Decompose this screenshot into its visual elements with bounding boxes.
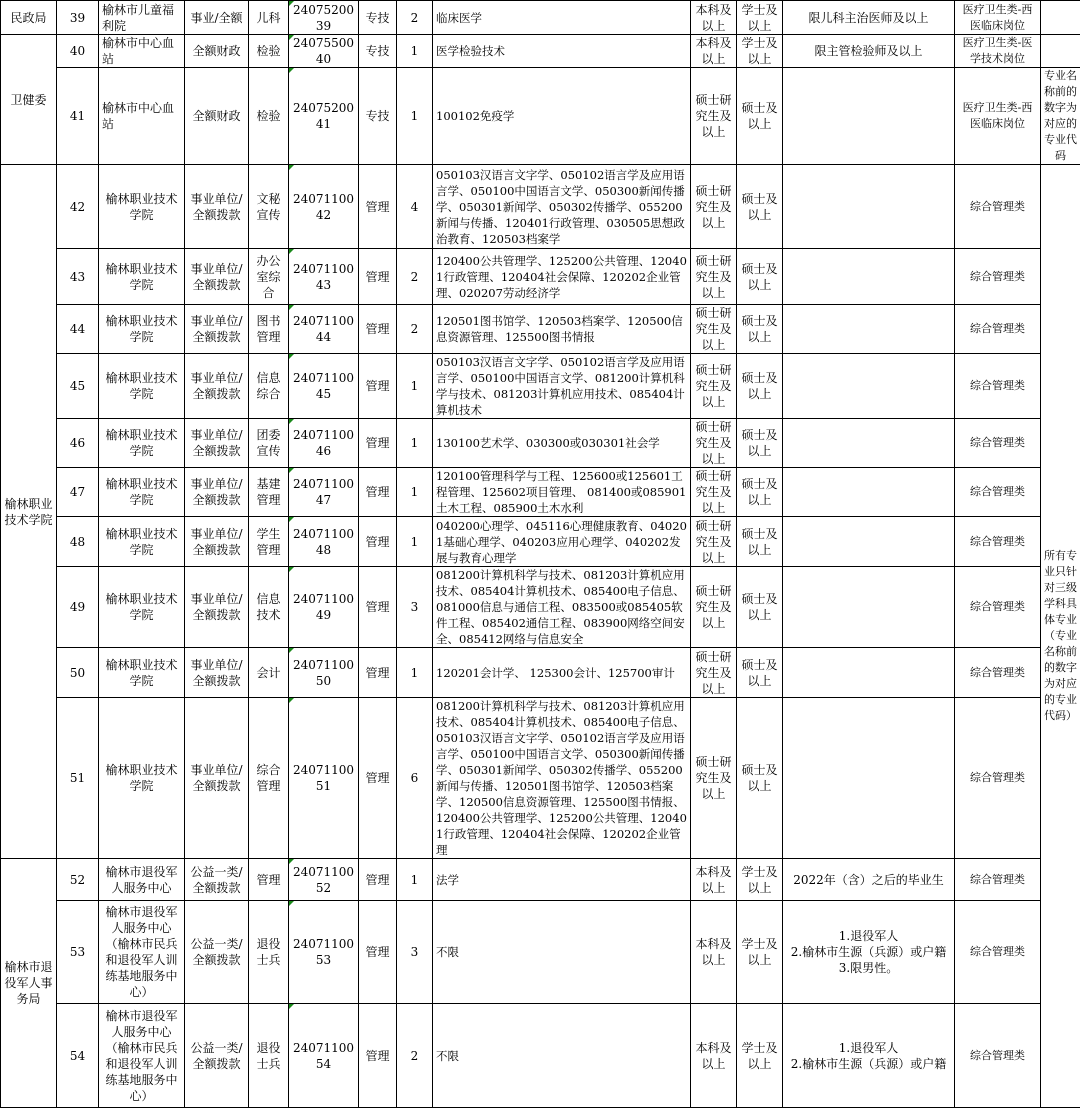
post-name: 检验: [249, 68, 289, 165]
post-name: 文秘宣传: [249, 165, 289, 249]
other-conditions: 限儿科主治医师及以上: [783, 1, 955, 35]
exam-category: 综合管理类: [955, 567, 1041, 648]
remark: 专业名称前的数字为对应的专业代码: [1041, 68, 1080, 165]
hire-count: 4: [397, 165, 433, 249]
unit-name: 榆林职业技术学院: [99, 419, 185, 468]
education: 本科及以上: [691, 35, 737, 68]
other-conditions: [783, 567, 955, 648]
post-code: 2407110044: [289, 305, 359, 354]
unit-nature: 事业单位/全额拨款: [185, 517, 249, 567]
degree: 硕士及以上: [737, 468, 783, 517]
row-number: 44: [57, 305, 99, 354]
hire-count: 1: [397, 68, 433, 165]
post-code: 2407110052: [289, 859, 359, 901]
post-name: 会计: [249, 648, 289, 698]
row-number: 47: [57, 468, 99, 517]
education: 硕士研究生及以上: [691, 305, 737, 354]
exam-category: 综合管理类: [955, 1004, 1041, 1108]
education: 硕士研究生及以上: [691, 698, 737, 859]
unit-nature: 全额财政: [185, 35, 249, 68]
hire-count: 2: [397, 1, 433, 35]
unit-nature: 事业单位/全额拨款: [185, 648, 249, 698]
education: 本科及以上: [691, 1, 737, 35]
unit-nature: 事业单位/全额拨款: [185, 419, 249, 468]
post-type: 管理: [359, 305, 397, 354]
post-code: 2407550040: [289, 35, 359, 68]
post-type: 管理: [359, 468, 397, 517]
major-requirement: 120501图书馆学、120503档案学、120500信息资源管理、125500图书情报: [433, 305, 691, 354]
post-name: 基建管理: [249, 468, 289, 517]
exam-category: 综合管理类: [955, 468, 1041, 517]
degree: 学士及以上: [737, 1, 783, 35]
unit-nature: 事业单位/全额拨款: [185, 249, 249, 305]
row-number: 40: [57, 35, 99, 68]
other-conditions: [783, 419, 955, 468]
row-number: 41: [57, 68, 99, 165]
unit-name: 榆林职业技术学院: [99, 698, 185, 859]
post-type: 专技: [359, 68, 397, 165]
unit-name: 榆林市中心血站: [99, 35, 185, 68]
hire-count: 1: [397, 859, 433, 901]
exam-category: 医疗卫生类-西医临床岗位: [955, 68, 1041, 165]
post-code: 2407110049: [289, 567, 359, 648]
degree: 硕士及以上: [737, 68, 783, 165]
table-row: [1, 1, 1080, 35]
exam-category: 综合管理类: [955, 249, 1041, 305]
degree: 学士及以上: [737, 35, 783, 68]
major-requirement: 医学检验技术: [433, 35, 691, 68]
exam-category: 综合管理类: [955, 354, 1041, 419]
post-type: 专技: [359, 1, 397, 35]
unit-name: 榆林职业技术学院: [99, 648, 185, 698]
row-number: 46: [57, 419, 99, 468]
degree: 硕士及以上: [737, 165, 783, 249]
unit-name: 榆林市退役军人服务中心（榆林市民兵和退役军人训练基地服务中心）: [99, 901, 185, 1004]
row-number: 52: [57, 859, 99, 901]
group-cell-weijian: 卫健委: [1, 35, 57, 165]
unit-nature: 事业单位/全额拨款: [185, 305, 249, 354]
table-row: [1, 859, 1080, 901]
education: 硕士研究生及以上: [691, 517, 737, 567]
unit-name: 榆林职业技术学院: [99, 165, 185, 249]
exam-category: 综合管理类: [955, 901, 1041, 1004]
post-code: 2407520041: [289, 68, 359, 165]
unit-name: 榆林职业技术学院: [99, 517, 185, 567]
post-type: 管理: [359, 165, 397, 249]
post-code: 2407110051: [289, 698, 359, 859]
post-name: 管理: [249, 859, 289, 901]
unit-name: 榆林职业技术学院: [99, 468, 185, 517]
post-name: 团委宣传: [249, 419, 289, 468]
unit-nature: 公益一类/全额拨款: [185, 859, 249, 901]
post-name: 检验: [249, 35, 289, 68]
remark: [1041, 1, 1080, 35]
post-type: 管理: [359, 517, 397, 567]
major-requirement: 130100艺术学、030300或030301社会学: [433, 419, 691, 468]
post-type: 管理: [359, 1004, 397, 1108]
post-code: 2407110043: [289, 249, 359, 305]
table-row: [1, 305, 1080, 354]
hire-count: 6: [397, 698, 433, 859]
hire-count: 1: [397, 517, 433, 567]
post-name: 退役士兵: [249, 901, 289, 1004]
unit-nature: 事业单位/全额拨款: [185, 165, 249, 249]
row-number: 48: [57, 517, 99, 567]
row-number: 53: [57, 901, 99, 1004]
major-requirement: 120201会计学、 125300会计、125700审计: [433, 648, 691, 698]
post-code: 2407110045: [289, 354, 359, 419]
other-conditions: 1.退役军人 2.榆林市生源（兵源）或户籍: [783, 1004, 955, 1108]
major-requirement: 100102免疫学: [433, 68, 691, 165]
hire-count: 1: [397, 468, 433, 517]
post-type: 管理: [359, 901, 397, 1004]
unit-nature: 公益一类/全额拨款: [185, 1004, 249, 1108]
exam-category: 综合管理类: [955, 419, 1041, 468]
exam-category: 综合管理类: [955, 305, 1041, 354]
major-requirement: 120400公共管理学、125200公共管理、120401行政管理、120404社会保障、120202企业管理、020207劳动经济学: [433, 249, 691, 305]
post-code: 2407110053: [289, 901, 359, 1004]
unit-name: 榆林职业技术学院: [99, 567, 185, 648]
unit-nature: 事业单位/全额拨款: [185, 698, 249, 859]
degree: 学士及以上: [737, 901, 783, 1004]
major-requirement: 081200计算机科学与技术、081203计算机应用技术、085404计算机技术、085400电子信息、081000信息与通信工程、083500或085405软件工程、085402通信工程、083900网络空间安全、085412网络与信息安全: [433, 567, 691, 648]
row-number: 54: [57, 1004, 99, 1108]
hire-count: 2: [397, 305, 433, 354]
post-code: 2407110050: [289, 648, 359, 698]
education: 硕士研究生及以上: [691, 68, 737, 165]
post-type: 管理: [359, 567, 397, 648]
education: 硕士研究生及以上: [691, 468, 737, 517]
row-number: 39: [57, 1, 99, 35]
major-requirement: 040200心理学、045116心理健康教育、040201基础心理学、040203应用心理学、040202发展与教育心理学: [433, 517, 691, 567]
post-name: 办公室综合: [249, 249, 289, 305]
degree: 硕士及以上: [737, 517, 783, 567]
table-row: [1, 468, 1080, 517]
major-requirement: 不限: [433, 1004, 691, 1108]
post-type: 管理: [359, 419, 397, 468]
degree: 硕士及以上: [737, 567, 783, 648]
post-type: 管理: [359, 249, 397, 305]
table-row: [1, 354, 1080, 419]
degree: 硕士及以上: [737, 249, 783, 305]
other-conditions: [783, 517, 955, 567]
group-cell-minzheng: 民政局: [1, 1, 57, 35]
unit-nature: 公益一类/全额拨款: [185, 901, 249, 1004]
table-row: [1, 165, 1080, 249]
unit-nature: 事业单位/全额拨款: [185, 468, 249, 517]
remark-college: 所有专业只针对三级学科具体专业（专业名称前的数字为对应的专业代码）: [1041, 165, 1080, 1108]
post-name: 儿科: [249, 1, 289, 35]
education: 本科及以上: [691, 1004, 737, 1108]
post-type: 管理: [359, 354, 397, 419]
table-body: [1, 1, 1080, 1108]
post-code: 2407110054: [289, 1004, 359, 1108]
unit-name: 榆林市中心血站: [99, 68, 185, 165]
table-row: [1, 35, 1080, 68]
post-name: 信息综合: [249, 354, 289, 419]
degree: 硕士及以上: [737, 698, 783, 859]
degree: 硕士及以上: [737, 305, 783, 354]
other-conditions: [783, 468, 955, 517]
post-type: 专技: [359, 35, 397, 68]
table-row: [1, 567, 1080, 648]
unit-nature: 事业单位/全额拨款: [185, 567, 249, 648]
unit-name: 榆林市儿童福利院: [99, 1, 185, 35]
table-row: [1, 517, 1080, 567]
row-number: 50: [57, 648, 99, 698]
education: 本科及以上: [691, 901, 737, 1004]
unit-name: 榆林职业技术学院: [99, 249, 185, 305]
hire-count: 1: [397, 648, 433, 698]
major-requirement: 临床医学: [433, 1, 691, 35]
row-number: 45: [57, 354, 99, 419]
unit-name: 榆林职业技术学院: [99, 354, 185, 419]
post-code: 2407110046: [289, 419, 359, 468]
row-number: 43: [57, 249, 99, 305]
hire-count: 3: [397, 567, 433, 648]
major-requirement: 120100管理科学与工程、125600或125601工程管理、125602项目管理、 081400或085901土木工程、085900土木水利: [433, 468, 691, 517]
table-row: [1, 1004, 1080, 1108]
degree: 学士及以上: [737, 1004, 783, 1108]
exam-category: 综合管理类: [955, 648, 1041, 698]
post-code: 2407520039: [289, 1, 359, 35]
education: 本科及以上: [691, 859, 737, 901]
other-conditions: 1.退役军人 2.榆林市生源（兵源）或户籍 3.限男性。: [783, 901, 955, 1004]
major-requirement: 050103汉语言文字学、050102语言学及应用语言学、050100中国语言文学、050300新闻传播学、050301新闻学、050302传播学、055200新闻与传播、120401行政管理、030505思想政治教育、120503档案学: [433, 165, 691, 249]
table-row: [1, 698, 1080, 859]
other-conditions: 2022年（含）之后的毕业生: [783, 859, 955, 901]
row-number: 51: [57, 698, 99, 859]
table-row: [1, 249, 1080, 305]
major-requirement: 081200计算机科学与技术、081203计算机应用技术、085404计算机技术、085400电子信息、050103汉语言文字学、050102语言学及应用语言学、050100中国语言文学、050300新闻传播学、050301新闻学、050302传播学、055200新闻与传播、120501图书馆学、120503档案学、120500信息资源管理、125500图书情报、120400公共管理学、125200公共管理、120401行政管理、120404社会保障、120202企业管理: [433, 698, 691, 859]
exam-category: 医疗卫生类-西医临床岗位: [955, 1, 1041, 35]
education: 硕士研究生及以上: [691, 165, 737, 249]
education: 硕士研究生及以上: [691, 648, 737, 698]
degree: 硕士及以上: [737, 648, 783, 698]
exam-category: 综合管理类: [955, 698, 1041, 859]
post-name: 综合管理: [249, 698, 289, 859]
exam-category: 综合管理类: [955, 859, 1041, 901]
hire-count: 2: [397, 1004, 433, 1108]
table-row: [1, 68, 1080, 165]
post-type: 管理: [359, 859, 397, 901]
row-number: 49: [57, 567, 99, 648]
post-code: 2407110042: [289, 165, 359, 249]
post-name: 退役士兵: [249, 1004, 289, 1108]
post-code: 2407110047: [289, 468, 359, 517]
other-conditions: [783, 305, 955, 354]
hire-count: 1: [397, 35, 433, 68]
post-name: 学生管理: [249, 517, 289, 567]
table-row: [1, 901, 1080, 1004]
post-type: 管理: [359, 648, 397, 698]
other-conditions: [783, 354, 955, 419]
hire-count: 1: [397, 354, 433, 419]
unit-nature: 事业/全额: [185, 1, 249, 35]
other-conditions: [783, 165, 955, 249]
table-row: [1, 648, 1080, 698]
unit-nature: 全额财政: [185, 68, 249, 165]
education: 硕士研究生及以上: [691, 419, 737, 468]
other-conditions: [783, 68, 955, 165]
degree: 学士及以上: [737, 859, 783, 901]
education: 硕士研究生及以上: [691, 354, 737, 419]
unit-name: 榆林市退役军人服务中心: [99, 859, 185, 901]
remark: [1041, 35, 1080, 68]
group-cell-veterans: 榆林市退役军人事务局: [1, 859, 57, 1108]
other-conditions: [783, 648, 955, 698]
major-requirement: 法学: [433, 859, 691, 901]
post-code: 2407110048: [289, 517, 359, 567]
degree: 硕士及以上: [737, 419, 783, 468]
degree: 硕士及以上: [737, 354, 783, 419]
post-type: 管理: [359, 698, 397, 859]
other-conditions: [783, 249, 955, 305]
exam-category: 综合管理类: [955, 517, 1041, 567]
major-requirement: 050103汉语言文字学、050102语言学及应用语言学、050100中国语言文学、081200计算机科学与技术、081203计算机应用技术、085404计算机技术: [433, 354, 691, 419]
row-number: 42: [57, 165, 99, 249]
hire-count: 2: [397, 249, 433, 305]
unit-name: 榆林市退役军人服务中心（榆林市民兵和退役军人训练基地服务中心）: [99, 1004, 185, 1108]
hire-count: 1: [397, 419, 433, 468]
other-conditions: [783, 698, 955, 859]
exam-category: 医疗卫生类-医学技术岗位: [955, 35, 1041, 68]
unit-name: 榆林职业技术学院: [99, 305, 185, 354]
table-row: [1, 419, 1080, 468]
group-cell-college: 榆林职业技术学院: [1, 165, 57, 859]
exam-category: 综合管理类: [955, 165, 1041, 249]
post-name: 信息技术: [249, 567, 289, 648]
hire-count: 3: [397, 901, 433, 1004]
other-conditions: 限主管检验师及以上: [783, 35, 955, 68]
education: 硕士研究生及以上: [691, 249, 737, 305]
post-name: 图书管理: [249, 305, 289, 354]
unit-nature: 事业单位/全额拨款: [185, 354, 249, 419]
major-requirement: 不限: [433, 901, 691, 1004]
education: 硕士研究生及以上: [691, 567, 737, 648]
